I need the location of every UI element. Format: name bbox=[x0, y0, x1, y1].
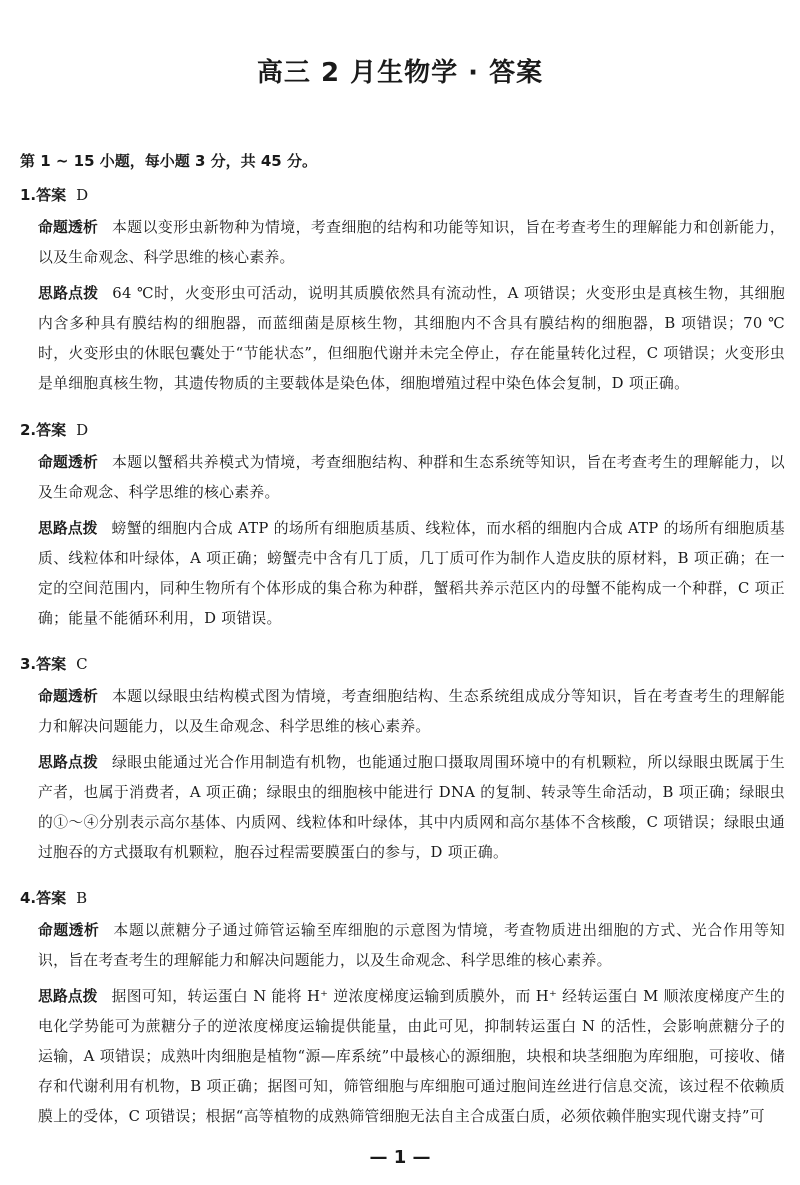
question-header bbox=[20, 886, 785, 910]
solution-paragraph bbox=[38, 748, 785, 868]
solution-text: 螃蟹的细胞内合成 ATP 的场所有细胞质基质、线粒体，而水稻的细胞内合成 ATP 的场所有细胞质基质、线粒体和叶绿体，A 项正确；螃蟹壳中含有几丁质，几丁质可作为制作人造皮肤的原材料，B 项正确；在一定的空间范围内，同种生物所有个体形成的集合称为种群，蟹稻共养示范区内的母蟹不能构成一个种群，C 项正确；能量不能循环利用，D 项错误。 bbox=[38, 520, 785, 627]
analysis-paragraph bbox=[38, 448, 785, 508]
solution-text: 据图可知，转运蛋白 N 能将 H⁺ 逆浓度梯度运输到质膜外，而 H⁺ 经转运蛋白 M 顺浓度梯度产生的电化学势能可为蔗糖分子的逆浓度梯度运输提供能量，由此可见，抑制转运蛋白 N 的活性，会影响蔗糖分子的运输，A 项错误；成熟叶肉细胞是植物“源—库系统”中最核心的源细胞，块根和块茎细胞为库细胞，可接收、储存和代谢利用有机物，B 项正确；据图可知，筛管细胞与库细胞可通过胞间连丝进行信息交流，该过程不依赖质膜上的受体，C 项错误；根据“高等植物的成熟筛管细胞无法自主合成蛋白质，必须依赖伴胞实现代谢支持”可 bbox=[38, 988, 785, 1125]
page-title: 高三 2 月生物学 · 答案 bbox=[256, 58, 544, 88]
question-block-1 bbox=[20, 183, 785, 399]
solution-label: 思路点拨 bbox=[38, 520, 98, 537]
answer-value: D bbox=[76, 421, 89, 439]
analysis-label: 命题透析 bbox=[38, 454, 98, 471]
answer-value: B bbox=[76, 889, 88, 907]
question-header bbox=[20, 652, 785, 676]
answer-label: 答案 bbox=[36, 889, 67, 907]
analysis-label: 命题透析 bbox=[38, 219, 98, 236]
solution-text: 64 ℃时，火变形虫可活动，说明其质膜依然具有流动性，A 项错误；火变形虫是真核生物，其细胞内含多种具有膜结构的细胞器，而蓝细菌是原核生物，其细胞内不含具有膜结构的细胞器，B 项错误；70 ℃时，火变形虫的休眠包囊处于“节能状态”，但细胞代谢并未完全停止，存在能量转化过程，C 项错误；火变形虫是单细胞真核生物，其遗传物质的主要载体是染色体，细胞增殖过程中染色体会复制，D 项正确。 bbox=[38, 285, 785, 392]
solution-label: 思路点拨 bbox=[38, 754, 98, 771]
solution-label: 思路点拨 bbox=[38, 988, 98, 1005]
scoring-intro: 第 1 ~ 15 小题，每小题 3 分，共 45 分。 bbox=[20, 152, 317, 170]
solution-label: 思路点拨 bbox=[38, 285, 99, 302]
question-number: 2. bbox=[20, 421, 37, 439]
analysis-text: 本题以蟹稻共养模式为情境，考查细胞结构、种群和生态系统等知识，旨在考查考生的理解能力，以及生命观念、科学思维的核心素养。 bbox=[38, 454, 785, 501]
solution-paragraph bbox=[38, 982, 785, 1132]
analysis-label: 命题透析 bbox=[38, 922, 100, 939]
question-number: 1. bbox=[20, 186, 37, 204]
question-block-2 bbox=[20, 418, 785, 634]
answer-value: D bbox=[76, 186, 89, 204]
question-number: 4. bbox=[20, 889, 37, 907]
question-header bbox=[20, 418, 785, 442]
answer-label: 答案 bbox=[36, 655, 67, 673]
analysis-paragraph bbox=[38, 213, 785, 273]
solution-paragraph bbox=[38, 514, 785, 634]
solution-paragraph bbox=[38, 279, 785, 399]
analysis-text: 本题以变形虫新物种为情境，考查细胞的结构和功能等知识，旨在考查考生的理解能力和创新能力，以及生命观念、科学思维的核心素养。 bbox=[38, 219, 785, 266]
analysis-text: 本题以绿眼虫结构模式图为情境，考查细胞结构、生态系统组成成分等知识，旨在考查考生的理解能力和解决问题能力，以及生命观念、科学思维的核心素养。 bbox=[38, 688, 785, 735]
analysis-paragraph bbox=[38, 916, 785, 976]
analysis-label: 命题透析 bbox=[38, 688, 98, 705]
answer-label: 答案 bbox=[36, 421, 67, 439]
page-number: — 1 — bbox=[369, 1147, 431, 1168]
question-block-3 bbox=[20, 652, 785, 868]
question-number: 3. bbox=[20, 655, 37, 673]
analysis-paragraph bbox=[38, 682, 785, 742]
answer-label: 答案 bbox=[36, 186, 67, 204]
question-block-4 bbox=[20, 886, 785, 1132]
analysis-text: 本题以蔗糖分子通过筛管运输至库细胞的示意图为情境，考查物质进出细胞的方式、光合作用等知识，旨在考查考生的理解能力和解决问题能力，以及生命观念、科学思维的核心素养。 bbox=[38, 922, 785, 969]
answer-value: C bbox=[76, 655, 88, 673]
solution-text: 绿眼虫能通过光合作用制造有机物，也能通过胞口摄取周围环境中的有机颗粒，所以绿眼虫既属于生产者，也属于消费者，A 项正确；绿眼虫的细胞核中能进行 DNA 的复制、转录等生命活动，B 项正确；绿眼虫的①～④分别表示高尔基体、内质网、线粒体和叶绿体，其中内质网和高尔基体不含核酸，C 项错误；绿眼虫通过胞吞的方式摄取有机颗粒，胞吞过程需要膜蛋白的参与，D 项正确。 bbox=[38, 754, 785, 861]
question-header bbox=[20, 183, 785, 207]
